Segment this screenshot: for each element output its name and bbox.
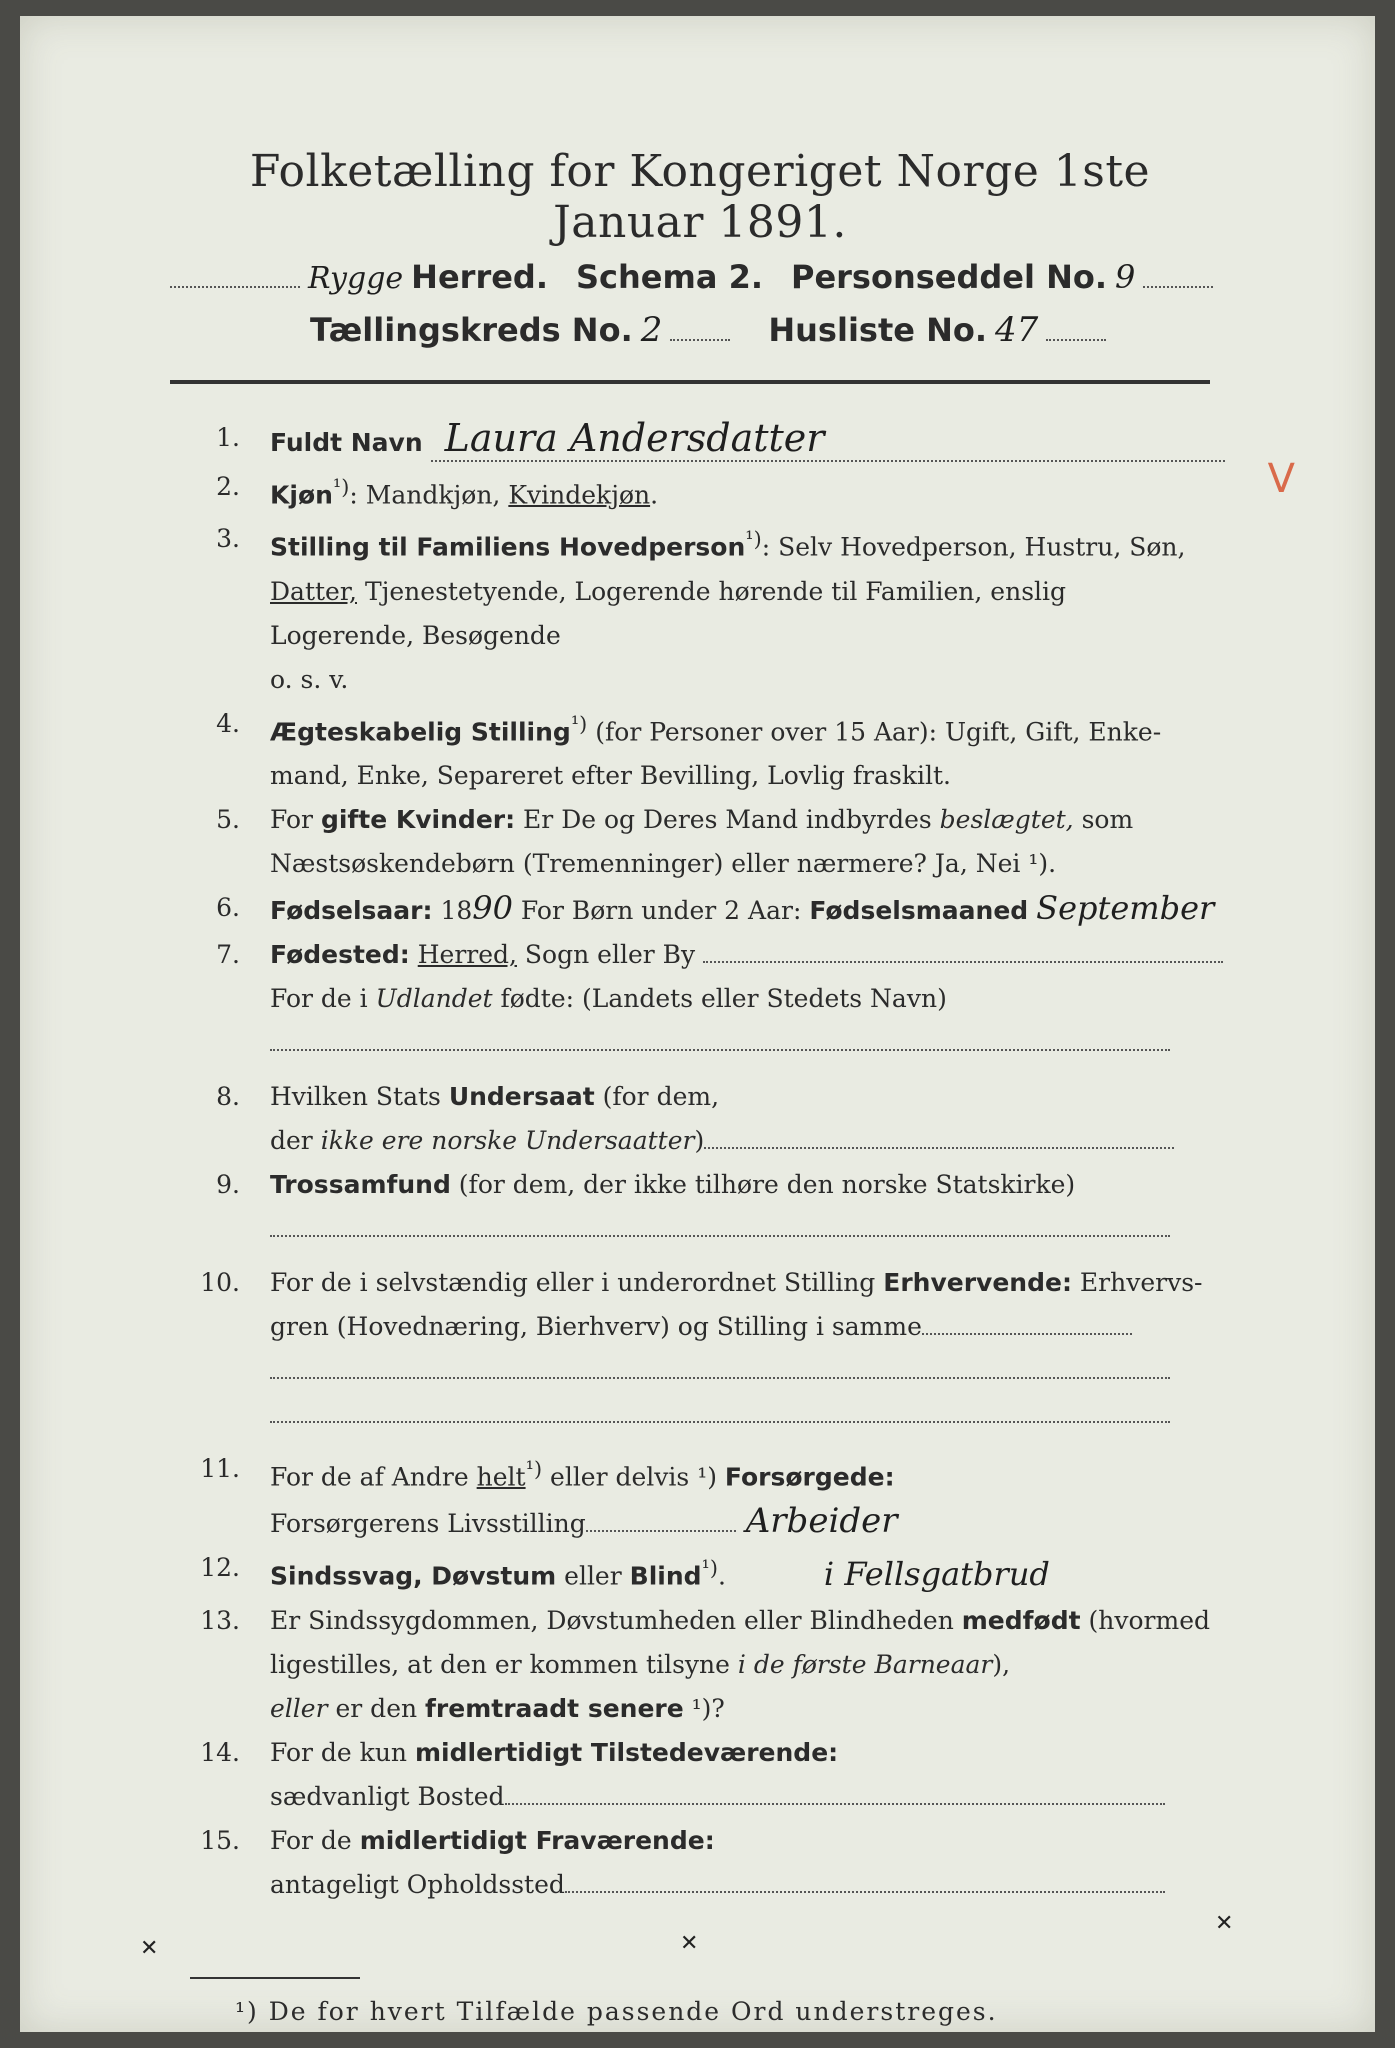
full-name-label: Fuldt Navn xyxy=(270,428,423,457)
provider-occupation-value: Arbeider xyxy=(745,1501,898,1542)
personseddel-label: Personseddel No. xyxy=(790,258,1108,296)
item-9: 9. Trossamfund (for dem, der ikke tilhøre den norske Statskirke) xyxy=(216,1169,1076,1199)
header-line-2 xyxy=(170,310,1230,350)
item-13: 13. Er Sindssygdommen, Døvstumheden eller Blindheden medfødt (hvormed xyxy=(200,1605,1210,1635)
schema-label: Schema 2. xyxy=(575,258,763,296)
kreds-no: 2 xyxy=(640,310,663,350)
item-2: 2. Kjøn$^{^1)}$: Mandkjøn, Kvindekjøn. xyxy=(216,472,659,510)
item-14: 14. For de kun midlertidigt Tilstedeværende: xyxy=(200,1737,839,1767)
item-6: 6. Fødselsaar: 1890 For Børn under 2 Aar: Fødselsmaaned September xyxy=(216,888,1215,927)
corner-mark: ✕ xyxy=(1215,1911,1234,1936)
herred-name: Rygge xyxy=(308,261,404,296)
corner-mark: ✕ xyxy=(140,1936,159,1961)
footnote: ¹) De for hvert Tilfælde passende Ord understreges. xyxy=(235,1996,998,2026)
census-form-page xyxy=(20,16,1375,2032)
item-11: 11. For de af Andre helt$^{^1)}$ eller delvis ¹) Forsørgede: xyxy=(200,1453,895,1492)
gender-selected: Kvindekjøn xyxy=(508,480,651,510)
item-12: 12. Sindssvag, Døvstum eller Blind$^{^1)}$. i Fellsgatbrud xyxy=(200,1553,1050,1593)
form-title: Folketælling for Kongeriget Norge 1ste Januar 1891. xyxy=(249,146,1151,248)
header-line-1 xyxy=(170,258,1230,296)
full-name-value: Laura Andersdatter xyxy=(431,416,1225,462)
footnote-rule xyxy=(190,1977,360,1979)
husliste-no: 47 xyxy=(995,310,1039,350)
item-15: 15. For de midlertidigt Fraværende: xyxy=(200,1825,715,1855)
disability-note-value: i Fellsgatbrud xyxy=(823,1554,1050,1593)
item-1: 1. Fuldt Navn Laura Andersdatter xyxy=(170,416,1230,465)
item-4: 4. Ægteskabelig Stilling$^{^1)}$ (for Personer over 15 Aar): Ugift, Gift, Enke- xyxy=(216,708,1162,746)
kreds-label: Tællingskreds No. xyxy=(310,311,633,349)
item-5: 5. For gifte Kvinder: Er De og Deres Mand indbyrdes beslægtet, som xyxy=(216,804,1134,834)
document-body: Folketælling for Kongeriget Norge 1ste Januar 1891. Rygge Herred. Schema 2. Personseddel No. 9 Tællingskreds No. 2 Husliste No. 47 1. Fuldt Navn Laura Andersdatter 2. Kjøn$^{^1)}$: Mandkjøn, Kvindekjøn. 3. Stilling til Familiens Hovedperson$^{^1)}$: Selv Hovedperson, Hustru, Søn, Datter, Tjenestetyende, Logerende hørende til Familien, enslig Logerende, Besøgende o. s. v. 4. Ægteskabelig Stilling$^{^1)}$ (for Personer over 15 Aar): Ugift, Gift, Enke- mand, Enke, Separeret efter Bevilling, Lovlig fraskilt. 5. For gifte Kvinder: Er De og Deres Mand indbyrdes beslægtet, som Næstsøskendebørn (Tremenninger) eller nærmere? Ja, Nei ¹). 6. Fødselsaar: 1890 For Børn under 2 Aar: Fødselsmaaned September 7. Fødested: Herred, Sogn eller By For de i Udlandet fødte: (Landets eller Stedets Navn) 8. Hvilken Stats Undersaat (for dem, der ikke ere norske Undersaatter) 9. Trossamfund (for dem, der ikke tilhøre den norske Statskirke) 10. For de i selvstændig eller i underordnet Stilling Erhvervende: Erhvervs- gren (Hovednæring, Bierhverv) og Stilling i samme 11. For de af Andre helt$^{^1)}$ eller delvis ¹) Forsørgede: Forsørgerens Livsstilling Arbeider 12. Sindssvag, Døvstum eller Blind$^{^1)}$. i Fellsgatbrud 13. Er Sindssygdommen, Døvstumheden eller Blindheden medfødt (hvormed ligestilles, at den er kommen tilsyne i de første Barneaar), eller er den fremtraadt senere ¹)? 14. For de kun midlertidigt Tilstedeværende: sædvanligt Bosted 15. For de midlertidigt Fraværende: antageligt Opholdssted ¹) De for hvert Tilfælde passende Ord understreges. xyxy=(170,146,1230,2026)
husliste-label: Husliste No. xyxy=(768,311,988,349)
check-mark: V xyxy=(1267,456,1295,502)
relation-selected: Datter, xyxy=(270,576,357,606)
birth-month-value: September xyxy=(1036,888,1215,927)
item-10: 10. For de i selvstændig eller i underordnet Stilling Erhvervende: Erhvervs- xyxy=(200,1267,1203,1297)
item-8: 8. Hvilken Stats Undersaat (for dem, xyxy=(216,1081,720,1111)
corner-mark: ✕ xyxy=(680,1931,699,1956)
header-rule xyxy=(170,380,1210,384)
personseddel-no: 9 xyxy=(1115,258,1136,296)
item-3: 3. Stilling til Familiens Hovedperson$^{^1)}$: Selv Hovedperson, Hustru, Søn, xyxy=(216,524,1186,562)
herred-label: Herred. xyxy=(411,258,548,296)
birth-year-value: 90 xyxy=(472,888,513,927)
item-7: 7. Fødested: Herred, Sogn eller By xyxy=(170,933,1230,977)
